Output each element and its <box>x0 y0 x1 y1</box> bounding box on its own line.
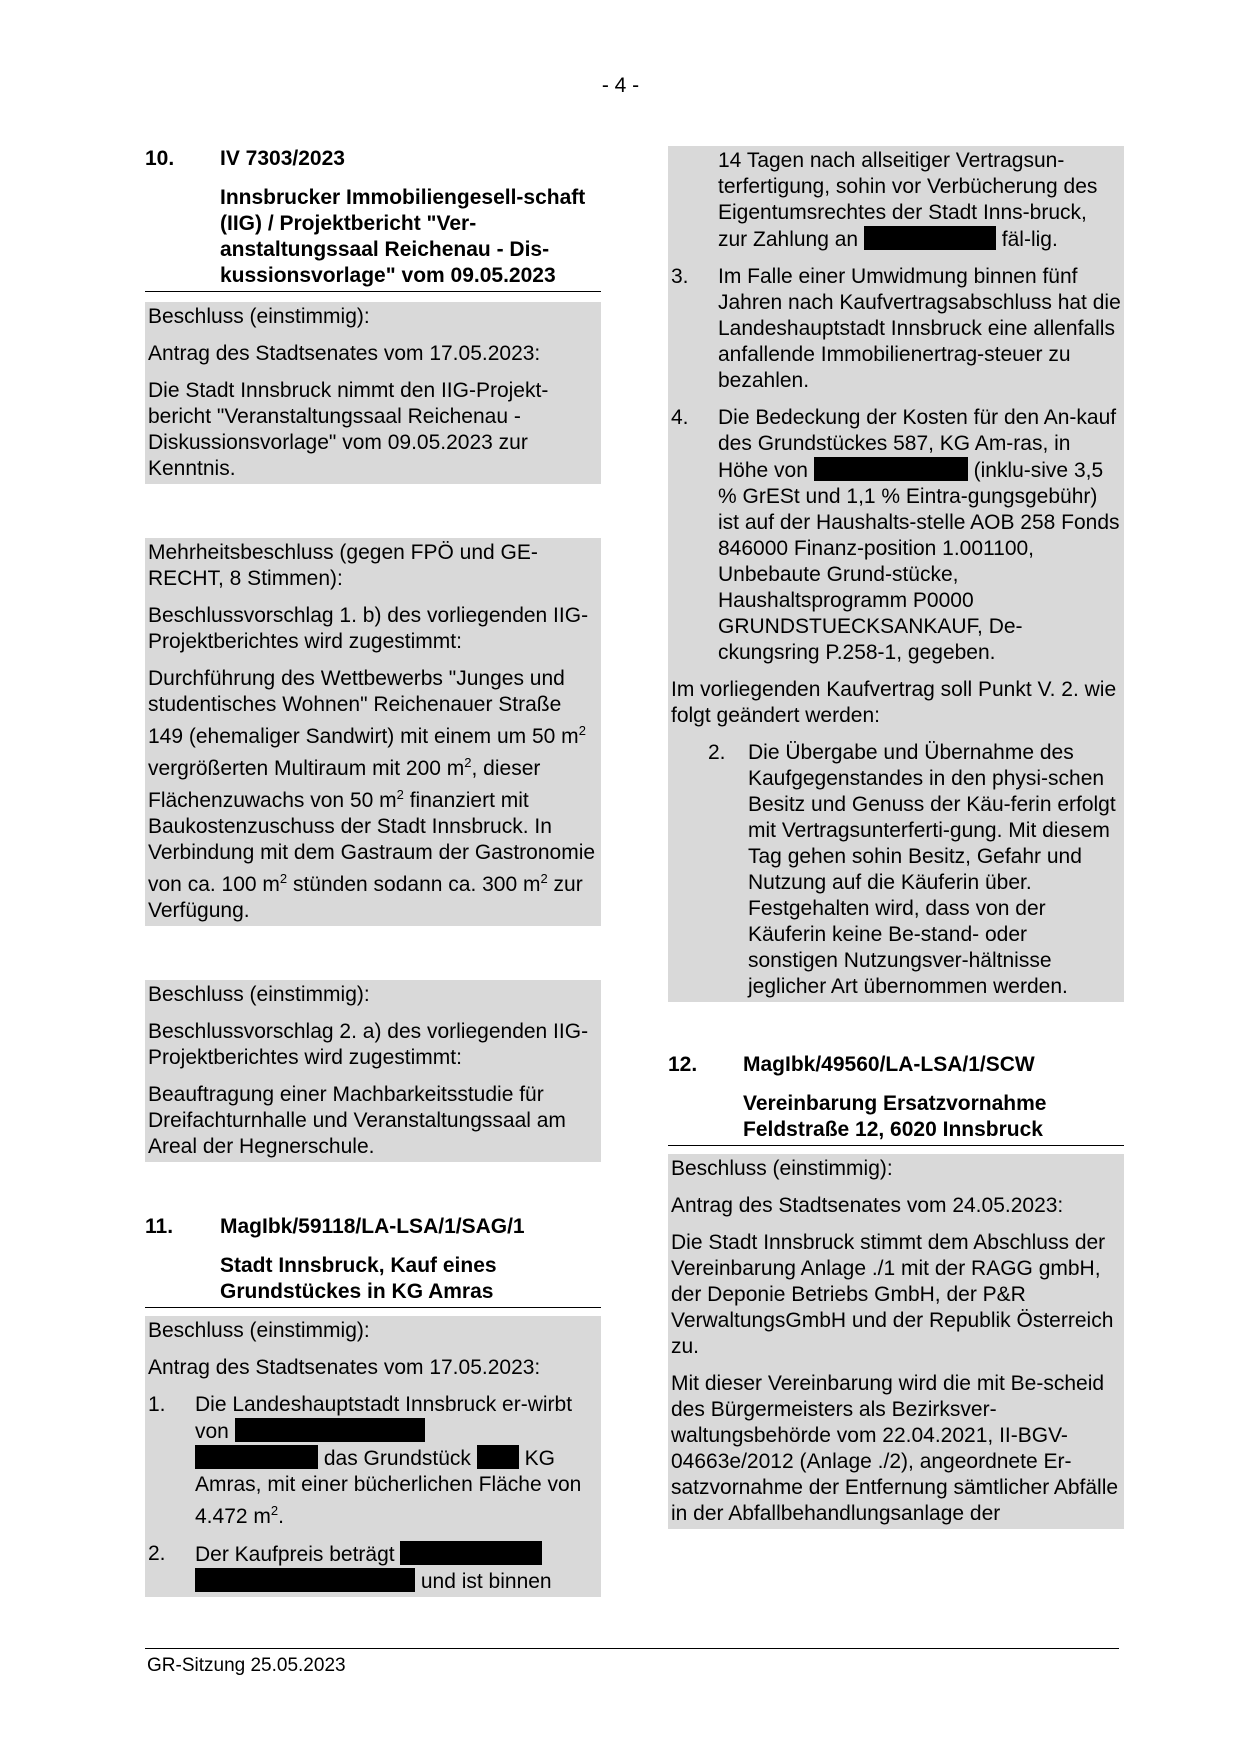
resolution-label: Mehrheitsbeschluss (gegen FPÖ und GE-RECHT, 8 Stimmen): <box>148 541 538 590</box>
resolution-label: Beschluss (einstimmig): <box>148 1319 370 1342</box>
footer-rule <box>145 1648 1119 1649</box>
list-item: 2. Der Kaufpreis beträgt und ist binnen <box>148 1542 552 1593</box>
resolution-text: Durchführung des Wettbewerbs "Junges und studentisches Wohnen" Reichenauer Straße 149 (ehemaliger Sandwirt) mit einem um 50 $m^2$ vergrößerten Multiraum mit 200 $m^2$, dieser Flächenzuwachs von 50 $m^2$ finanziert mit Baukostenzuschuss der Stadt Innsbruck. In Verbindung mit dem Gastraum der Gastronomie von ca. 100 $m^2$ stünden sodann ca. 300 $m^2$ zur Verfügung. <box>148 667 596 922</box>
list-item: 14 Tagen nach allseitiger Vertragsun-terfertigung, sohin vor Verbücherung des Eigentumsrechtes der Stadt Inns-bruck, zur Zahlung an fäl-lig. <box>718 149 1098 251</box>
contract-change-intro: Im vorliegenden Kaufvertrag soll Punkt V. 2. wie folgt geändert werden: <box>671 678 1117 727</box>
list-item: 3. Im Falle einer Umwidmung binnen fünf Jahren nach Kaufvertragsabschluss hat die Landeshauptstadt Innsbruck eine allenfalls anfallende Immobilienertrag-steuer zu bezahlen. <box>671 265 1121 392</box>
item-title: Stadt Innsbruck, Kauf eines Grundstückes in KG Amras <box>220 1254 497 1303</box>
resolution-text: Beauftragung einer Machbarkeitsstudie für Dreifachturnhalle und Veranstaltungssaal am Areal der Hegnerschule. <box>148 1083 566 1158</box>
resolution-box <box>145 1316 601 1597</box>
footer-text: GR-Sitzung 25.05.2023 <box>147 1655 346 1676</box>
right-column <box>668 146 1124 1529</box>
redaction-bar <box>400 1541 542 1565</box>
redaction-bar <box>195 1568 415 1592</box>
item-12-header <box>668 1052 1124 1146</box>
item-title: Vereinbarung Ersatzvornahme Feldstraße 12, 6020 Innsbruck <box>743 1092 1047 1141</box>
page-number: - 4 - <box>601 74 640 97</box>
proposal-line: Beschlussvorschlag 1. b) des vorliegenden IIG-Projektberichtes wird zugestimmt: <box>148 604 589 653</box>
resolution-box <box>668 1154 1124 1529</box>
resolution-label: Beschluss (einstimmig): <box>671 1157 893 1180</box>
list-item: 4. Die Bedeckung der Kosten für den An-kauf des Grundstückes 587, KG Am-ras, in Höhe von (inklu-sive 3,5 % GrESt und 1,1 % Eintra-gungsgebühr) ist auf der Haushalts-stelle AOB 258 Fonds 846000 Finanz-position 1.001100, Unbebaute Grund-stücke, Haushaltsprogramm P0000 GRUNDSTUECKSANKAUF, De-ckungsring P.258-1, gegeben. <box>671 406 1120 664</box>
item-number: 11. <box>145 1215 174 1238</box>
redaction-bar <box>814 457 968 481</box>
resolution-text: Die Stadt Innsbruck nimmt den IIG-Projekt-bericht "Veranstaltungssaal Reichenau - Diskussionsvorlage" vom 09.05.2023 zur Kenntnis. <box>148 379 549 480</box>
list-item: 1. Die Landeshauptstadt Innsbruck er-wirbt von das Grundstück KG Amras, mit einer bücherlichen Fläche von 4.472 $m^2$. <box>148 1393 582 1528</box>
redaction-bar <box>235 1418 425 1442</box>
redaction-bar <box>864 226 996 250</box>
left-column <box>145 146 601 1597</box>
resolution-text: Die Stadt Innsbruck stimmt dem Abschluss der Vereinbarung Anlage ./1 mit der RAGG gmbH, der Deponie Betriebs GmbH, der P&R VerwaltungsGmbH und der Republik Österreich zu. <box>671 1231 1114 1358</box>
item-10-header <box>145 146 601 292</box>
resolution-text: Mit dieser Vereinbarung wird die mit Be-scheid des Bürgermeisters als Bezirksver-waltungsbehörde vom 22.04.2021, II-BGV-04663e/2012 (Anlage ./2), angeordnete Er-satzvornahme der Entfernung sämtlicher Abfälle in der Abfallbehandlungsanlage der <box>671 1372 1119 1525</box>
resolution-label: Beschluss (einstimmig): <box>148 983 370 1006</box>
item-11-header <box>145 1214 601 1308</box>
resolution-box <box>145 538 601 926</box>
resolution-label: Beschluss (einstimmig): <box>148 305 370 328</box>
motion-line: Antrag des Stadtsenates vom 17.05.2023: <box>148 1356 541 1379</box>
resolution-box <box>145 302 601 484</box>
resolution-box-continued <box>668 146 1124 1002</box>
proposal-line: Beschlussvorschlag 2. a) des vorliegenden IIG-Projektberichtes wird zugestimmt: <box>148 1020 589 1069</box>
redaction-bar <box>195 1445 318 1469</box>
item-code: IV 7303/2023 <box>220 147 345 170</box>
motion-line: Antrag des Stadtsenates vom 17.05.2023: <box>148 342 541 365</box>
motion-line: Antrag des Stadtsenates vom 24.05.2023: <box>671 1194 1064 1217</box>
item-number: 12. <box>668 1053 698 1076</box>
resolution-box <box>145 980 601 1162</box>
item-code: MagIbk/59118/LA-LSA/1/SAG/1 <box>220 1215 525 1238</box>
item-number: 10. <box>145 147 175 170</box>
item-code: MagIbk/49560/LA-LSA/1/SCW <box>743 1053 1035 1076</box>
list-item: 2. Die Übergabe und Übernahme des Kaufgegenstandes in den physi-schen Besitz und Genuss der Käu-ferin erfolgt mit Vertragsunterferti-gung. Mit diesem Tag gehen sohin Besitz, Gefahr und Nutzung auf die Käuferin über. Festgehalten wird, dass von der Käuferin keine Be-stand- oder sonstigen Nutzungsver-hältnisse jeglicher Art übernommen werden. <box>708 741 1116 998</box>
item-title: Innsbrucker Immobiliengesell-schaft (IIG) / Projektbericht "Ver-anstaltungssaal Reichenau - Dis-kussionsvorlage" vom 09.05.2023 <box>220 186 586 287</box>
redaction-bar <box>477 1445 519 1469</box>
